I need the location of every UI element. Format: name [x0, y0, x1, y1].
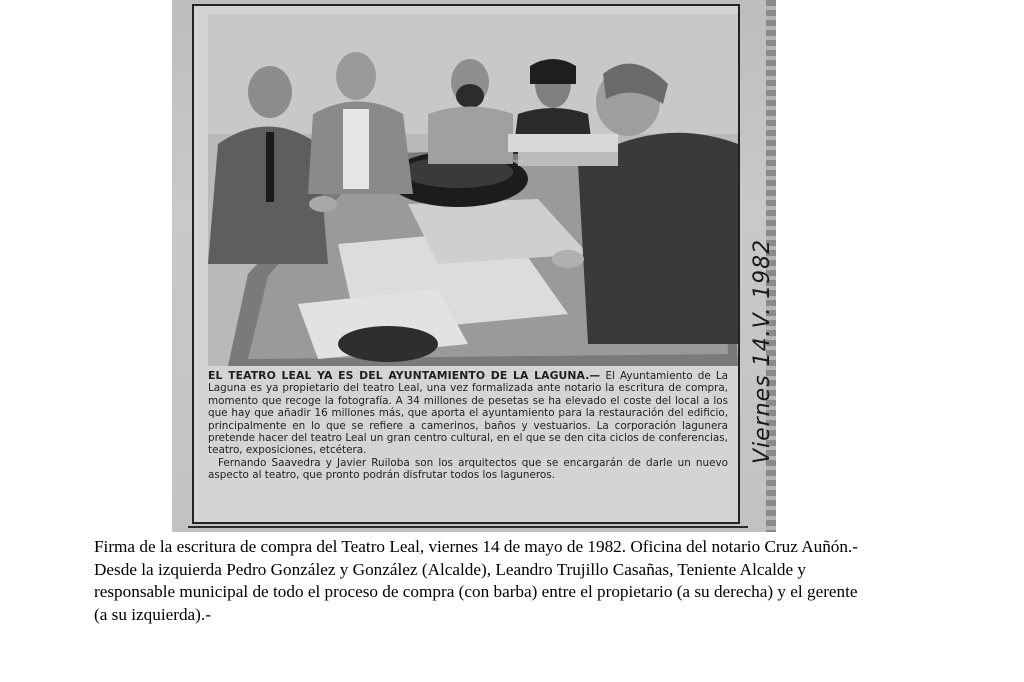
- clipping-headline: EL TEATRO LEAL YA ES DEL AYUNTAMIENTO DE LA LAGUNA.—: [208, 369, 601, 382]
- photo-illustration: [208, 14, 738, 366]
- clipping-paragraph-1-text: El Ayuntamiento de La Laguna es ya propietario del teatro Leal, una vez formalizada ante notario la escritura de compra, momento que recoge la fotografía. A 34 millones de pesetas se ha elevado el coste del local a los que hay que añadir 16 millones más, que aporta el ayuntamiento para la restauración del edificio, principalmente en lo que se refiere a camerinos, baños y vestuarios. La corporación lagunera pretende hacer del teatro Leal un gran centro cultural, en el que se den cita ciclos de conferencias, teatro, exposiciones, etcétera.: [208, 370, 728, 457]
- clipping-paragraph-1: [208, 370, 728, 457]
- handwritten-date: Viernes 14.V. 1982: [750, 238, 775, 464]
- news-photo: [208, 14, 738, 366]
- bottom-rule: [188, 526, 748, 528]
- newspaper-clipping: [192, 4, 775, 524]
- newspaper-scan: [172, 0, 776, 532]
- photo-description: Firma de la escritura de compra del Teatro Leal, viernes 14 de mayo de 1982. Oficina del notario Cruz Auñón.- Desde la izquierda Pedro González y González (Alcalde), Leandro Trujillo Casañas, Teniente Alcalde y responsable municipal de todo el proceso de compra (con barba) entre el propietario (a su derecha) y el gerente (a su izquierda).-: [94, 537, 859, 624]
- clipping-caption: [208, 370, 728, 482]
- clipping-paragraph-2: Fernando Saavedra y Javier Ruiloba son los arquitectos que se encargarán de darle un nuevo aspecto al teatro, que pronto podrán disfrutar todos los laguneros.: [208, 456, 728, 482]
